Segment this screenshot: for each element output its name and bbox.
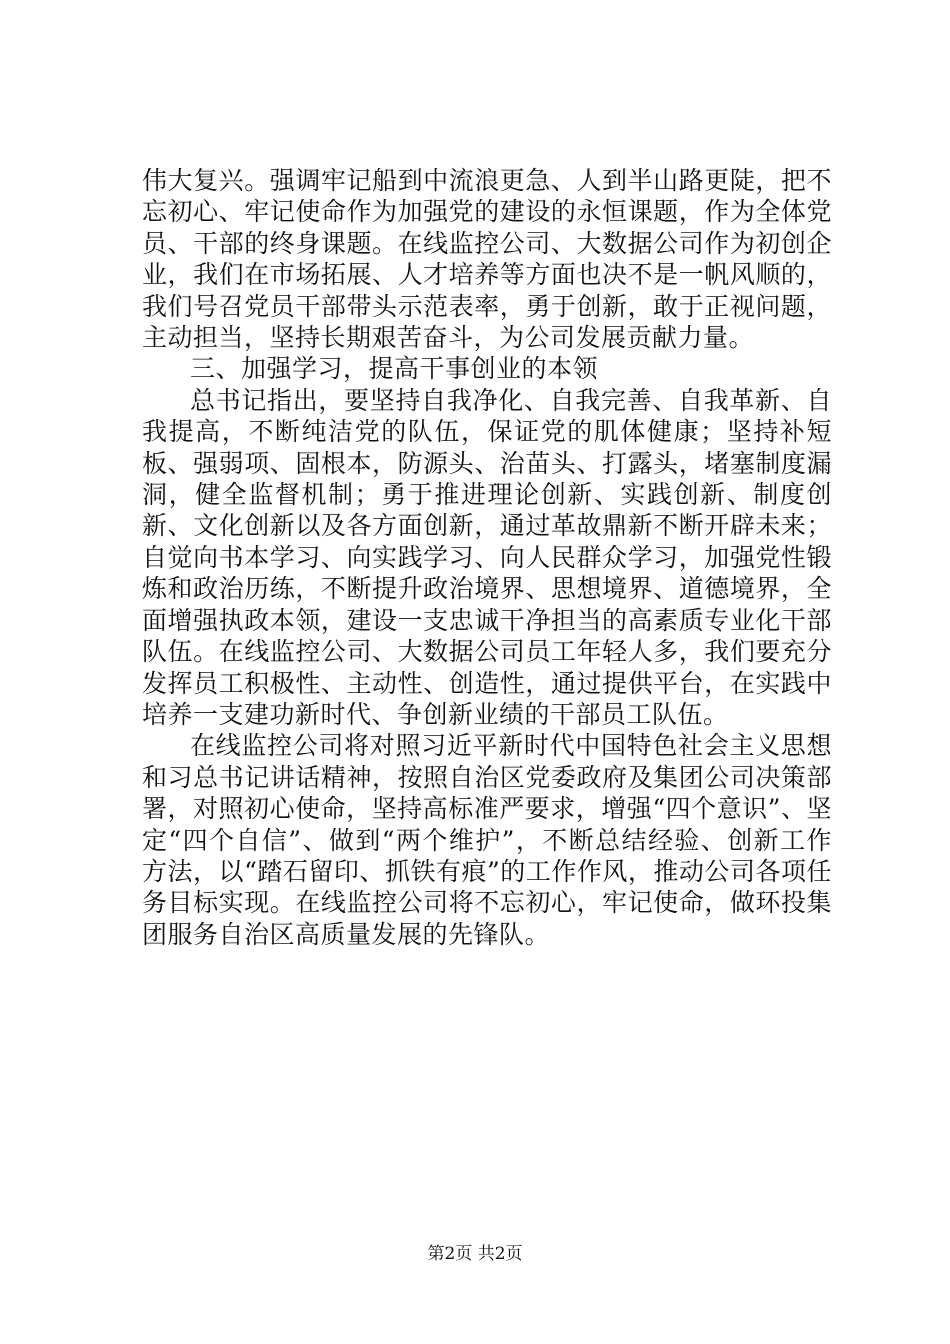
document-body — [142, 165, 832, 950]
page-footer: 第2页 共2页 — [427, 1244, 523, 1264]
paragraph-continuation: 伟大复兴。强调牢记船到中流浪更急、人到半山路更陡，把不忘初心、牢记使命作为加强党的建设的永恒课题，作为全体党员、干部的终身课题。在线监控公司、大数据公司作为初创企业，我们在市场拓展、人才培养等方面也决不是一帆风顺的，我们号召党员干部带头示范表率，勇于创新，敢于正视问题，主动担当，坚持长期艰苦奋斗，为公司发展贡献力量。 — [142, 166, 832, 353]
paragraph-study: 总书记指出，要坚持自我净化、自我完善、自我革新、自我提高，不断纯洁党的队伍，保证党的肌体健康；坚持补短板、强弱项、固根本，防源头、治苗头、打露头，堵塞制度漏洞，健全监督机制；勇于推进理论创新、实践创新、制度创新、文化创新以及各方面创新，通过革故鼎新不断开辟未来；自觉向书本学习、向实践学习、向人民群众学习，加强党性锻炼和政治历练，不断提升政治境界、思想境界、道德境界，全面增强执政本领，建设一支忠诚干净担当的高素质专业化干部队伍。在线监控公司、大数据公司员工年轻人多，我们要充分发挥员工积极性、主动性、创造性，通过提供平台，在实践中培养一支建功新时代、争创新业绩的干部员工队伍。 — [142, 385, 832, 729]
section-heading: 三、加强学习，提高干事创业的本领 — [190, 354, 599, 384]
paragraph-conclusion: 在线监控公司将对照习近平新时代中国特色社会主义思想和习总书记讲话精神，按照自治区党委政府及集团公司决策部署，对照初心使命，坚持高标准严要求，增强“四个意识”、坚定“四个自信”、做到“两个维护”，不断总结经验、创新工作方法，以“踏石留印、抓铁有痕”的工作作风，推动公司各项任务目标实现。在线监控公司将不忘初心，牢记使命，做环投集团服务自治区高质量发展的先锋队。 — [142, 731, 832, 949]
